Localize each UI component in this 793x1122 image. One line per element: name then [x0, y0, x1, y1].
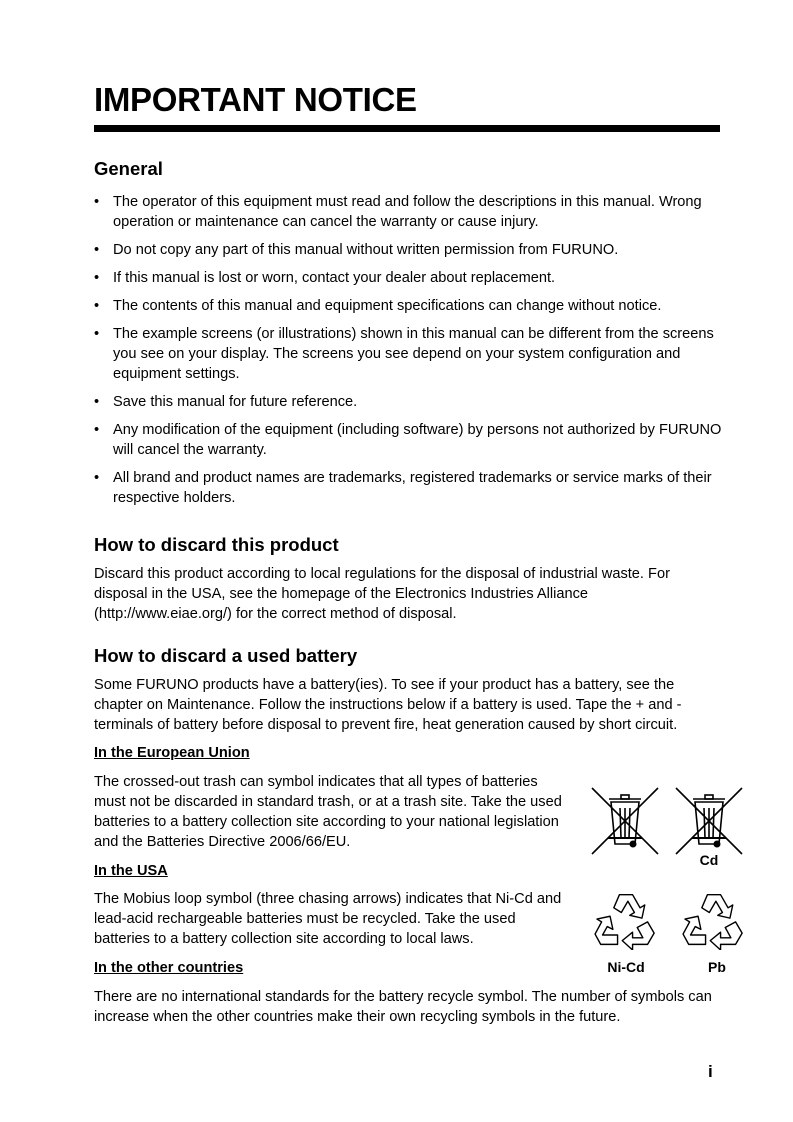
- general-heading: General: [94, 158, 163, 179]
- ni-cd-label: Ni-Cd: [607, 959, 645, 975]
- eu-heading: In the European Union: [94, 745, 250, 761]
- list-item: • If this manual is lost or worn, contact your dealer about replacement.: [94, 270, 556, 286]
- bullet-icon: •: [94, 242, 100, 258]
- usa-heading: In the USA: [94, 863, 168, 879]
- discard-battery-heading: How to discard a used battery: [94, 645, 358, 666]
- list-item: • The contents of this manual and equipment specifications can change without notice.: [94, 298, 662, 314]
- bullet-icon: •: [94, 326, 100, 342]
- list-item: • Do not copy any part of this manual without written permission from FURUNO.: [94, 242, 619, 258]
- bullet-icon: •: [94, 194, 100, 210]
- page-title: IMPORTANT NOTICE: [94, 81, 417, 118]
- page-number: i: [708, 1062, 713, 1081]
- other-countries-heading: In the other countries: [94, 960, 244, 976]
- list-item: • All brand and product names are trademarks, registered trademarks or service marks of their respective holders.: [94, 470, 712, 506]
- bullet-icon: •: [94, 298, 100, 314]
- list-item: • The example screens (or illustrations) shown in this manual can be different from the screens you see on your display. The screens you see depend on your system configuration and equipment settings.: [94, 326, 714, 382]
- usa-text: The Mobius loop symbol (three chasing arrows) indicates that Ni-Cd and lead-acid rechargeable batteries must be recycled. Take the used batteries to a battery collection site according to local laws.: [94, 891, 562, 947]
- other-countries-text: There are no international standards for the battery recycle symbol. The number of symbols can increase when the other countries make their own recycling symbols in the future.: [94, 989, 712, 1025]
- list-item: • Any modification of the equipment (including software) by persons not authorized by FURUNO will cancel the warranty.: [94, 422, 722, 458]
- eu-text: The crossed-out trash can symbol indicates that all types of batteries must not be discarded in standard trash, or at a trash site. Take the used batteries to a battery collection site according to your national legislation and the Batteries Directive 2006/66/EU.: [94, 774, 562, 850]
- list-item: • The operator of this equipment must read and follow the descriptions in this manual. Wrong operation or maintenance can cancel the warranty or cause injury.: [94, 194, 702, 230]
- crossed-trash-can-icon: [590, 786, 660, 856]
- recycle-ni-cd-icon: [593, 890, 659, 950]
- bullet-icon: •: [94, 394, 100, 410]
- discard-product-heading: How to discard this product: [94, 534, 339, 555]
- general-list: [94, 192, 724, 516]
- bullet-icon: •: [94, 470, 100, 486]
- title-rule: [94, 125, 720, 132]
- recycle-pb-icon: [681, 890, 747, 950]
- pb-label: Pb: [708, 959, 726, 975]
- crossed-trash-can-cd-icon: [674, 786, 744, 856]
- discard-product-text: Discard this product according to local regulations for the disposal of industrial waste. For disposal in the USA, see the homepage of the Electronics Industries Alliance (http://www.eiae.org/) for the correct method of disposal.: [94, 566, 670, 622]
- bullet-icon: •: [94, 270, 100, 286]
- discard-battery-text: Some FURUNO products have a battery(ies). To see if your product has a battery, see the chapter on Maintenance. Follow the instructions below if a battery is used. Tape the + and - terminals of battery before disposal to prevent fire, heat generation caused by short circuit.: [94, 677, 682, 733]
- cd-label: Cd: [699, 852, 719, 868]
- list-item: • Save this manual for future reference.: [94, 394, 358, 410]
- bullet-icon: •: [94, 422, 100, 438]
